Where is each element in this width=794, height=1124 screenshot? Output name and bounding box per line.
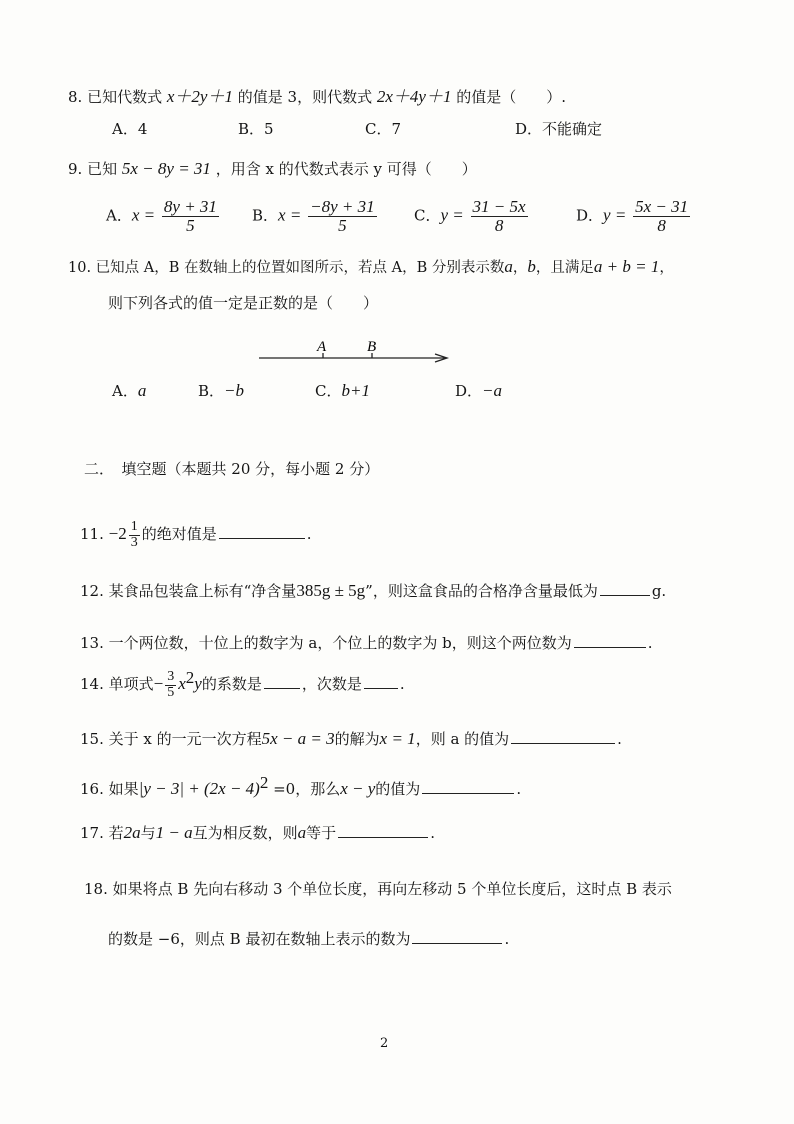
question-12 [80, 580, 666, 602]
fraction-denominator: 5 [167, 684, 175, 700]
degree-blank[interactable] [364, 674, 398, 689]
question-number: 10. [68, 260, 92, 276]
question-text: 的系数是 [201, 675, 262, 694]
question-text: 与 [140, 824, 156, 842]
variable-b: b [527, 257, 536, 276]
question-end: . [516, 780, 522, 798]
target-expression: x − y [340, 779, 376, 798]
equation: 5x − 8y = 31 [121, 159, 211, 178]
expression: 2a [123, 823, 141, 842]
question-number: 18. [84, 880, 108, 898]
question-9 [68, 158, 477, 180]
question-end: . [430, 824, 435, 842]
variable-x: x [178, 674, 186, 694]
question-number: 17. [80, 824, 104, 842]
mixed-number-whole: −2 [108, 524, 127, 544]
option-a: A．a [112, 381, 147, 400]
question-text: 的值为 [375, 780, 421, 798]
coefficient-blank[interactable] [264, 674, 300, 689]
question-number: 8. [68, 88, 83, 106]
question-text: 的绝对值是 [141, 525, 217, 544]
question-text: ，则 a 的值为 [415, 730, 510, 748]
answer-blank[interactable] [574, 633, 646, 648]
question-end: . [617, 730, 622, 748]
answer-blank[interactable] [219, 524, 305, 539]
question-number: 13. [80, 634, 104, 652]
answer-blank[interactable] [412, 929, 502, 944]
expression: 1 − a [155, 823, 193, 842]
answer-blank[interactable] [422, 779, 514, 794]
option-c: C．y = $\frac{31 - 5x}{8}$ [414, 197, 526, 235]
question-text: =0，那么 [268, 780, 341, 798]
option-a: A．4 [112, 120, 148, 138]
variable-y: y [194, 674, 202, 694]
question-text: 已知点 A，B 在数轴上的位置如图所示，若点 A，B 分别表示数 [95, 260, 505, 276]
separator: ， [512, 260, 528, 276]
question-number: 15. [80, 730, 104, 748]
point-label-b: B [367, 339, 377, 355]
question-text: 如果 [108, 780, 139, 798]
option-d: D．−a [455, 381, 503, 400]
fraction-numerator: 1 [130, 519, 138, 534]
option-b: B．−b [198, 381, 245, 400]
question-text: 关于 x 的一元一次方程 [108, 730, 262, 748]
section-title: 二． 填空题（本题共 20 分，每小题 2 分） [84, 460, 380, 478]
point-label-a: A [317, 339, 327, 355]
question-text: 如果将点 B 先向右移动 3 个单位长度，再向左移动 5 个单位长度后，这时点 B 表示 [112, 880, 672, 898]
page-number: 2 [380, 1036, 389, 1051]
question-text: 等于 [306, 824, 337, 842]
solution: x = 1 [379, 729, 416, 748]
net-content-value: 385g ± 5g [296, 581, 366, 600]
exponent: 2 [259, 773, 269, 792]
question-text: 单项式 [108, 675, 154, 694]
question-number: 14. [80, 675, 104, 694]
answer-blank[interactable] [338, 823, 428, 838]
question-text: 的解为 [334, 730, 380, 748]
question-16 [80, 773, 522, 800]
question-text: ，次数是 [301, 675, 362, 694]
question-text: 已知 [87, 160, 118, 178]
question-text: 一个两位数，十位上的数字为 a，个位上的数字为 b，则这个两位数为 [108, 634, 572, 652]
question-text: ， [659, 260, 674, 276]
condition: a + b = 1 [593, 257, 660, 276]
variable-a: a [504, 257, 513, 276]
question-number: 11. [80, 525, 104, 544]
answer-blank[interactable] [600, 581, 650, 596]
question-18-line2 [108, 928, 509, 950]
fraction-numerator: 3 [167, 669, 175, 684]
expression: x＋2y＋1 [166, 87, 233, 106]
question-end: . [504, 930, 510, 948]
question-end: . [399, 675, 405, 694]
option-b: B．x = $\frac{-8y + 31}{5}$ [252, 197, 375, 235]
sign: − [153, 674, 164, 694]
question-text: 的数是 −6，则点 B 最初在数轴上表示的数为 [108, 930, 411, 948]
exponent: 2 [185, 668, 195, 688]
question-number: 16. [80, 780, 104, 798]
expression: |y − 3| + (2x − 4) [138, 779, 260, 798]
fraction-denominator: 3 [130, 534, 138, 550]
question-text: 的值是（ ）. [456, 88, 567, 106]
question-text: 已知代数式 [87, 88, 163, 106]
question-text: 的值是 3，则代数式 [237, 88, 373, 106]
question-text: 互为相反数，则 [192, 824, 298, 842]
question-18 [84, 878, 672, 900]
question-11 [80, 520, 312, 550]
question-17 [80, 822, 435, 844]
question-text: 若 [108, 824, 124, 842]
option-c: C．b+1 [315, 381, 370, 400]
question-10 [68, 256, 674, 279]
question-end: . [306, 525, 312, 544]
answer-blank[interactable] [511, 729, 615, 744]
equation: 5x − a = 3 [261, 729, 335, 748]
unit: g. [651, 582, 667, 600]
question-10-line2: 则下列各式的值一定是正数的是（ ） [108, 294, 379, 312]
option-b: B．5 [238, 120, 274, 138]
question-8 [68, 86, 566, 108]
expression: 2x＋4y＋1 [376, 87, 452, 106]
question-end: . [647, 634, 653, 652]
question-13 [80, 632, 653, 654]
question-text: ”，则这盒食品的合格净含量最低为 [365, 582, 598, 600]
question-text: ，且满足 [535, 260, 594, 276]
question-text: 某食品包装盒上标有“净含量 [108, 582, 297, 600]
question-number: 9. [68, 160, 83, 178]
option-d: D．不能确定 [515, 120, 603, 138]
option-d: D．y = $\frac{5x - 31}{8}$ [576, 197, 689, 235]
number-line [255, 334, 455, 366]
question-14 [80, 670, 405, 700]
variable-a: a [297, 823, 307, 842]
question-text: ，用含 x 的代数式表示 y 可得（ ） [215, 160, 477, 178]
question-number: 12. [80, 582, 104, 600]
question-15 [80, 728, 622, 750]
option-a: A．x = $\frac{8y + 31}{5}$ [106, 197, 217, 235]
option-c: C．7 [365, 120, 402, 138]
